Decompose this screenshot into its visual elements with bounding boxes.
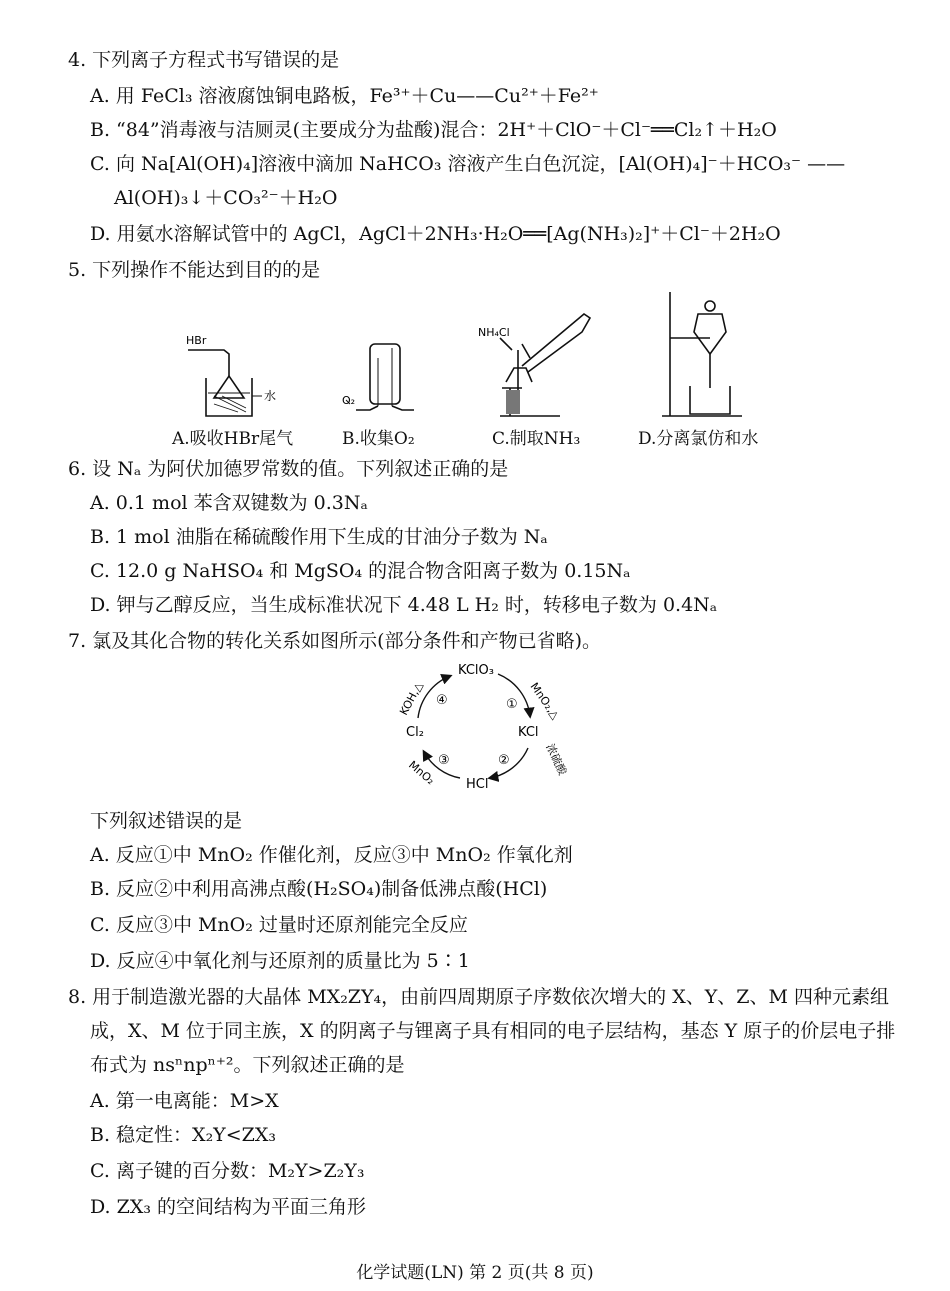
q7-substem: 下列叙述错误的是 — [90, 810, 243, 832]
node-kclo3: KClO₃ — [458, 663, 494, 678]
label-nh4cl: NH₄Cl — [478, 326, 510, 339]
label-o2: O₂ — [342, 394, 356, 407]
apparatus-a-beaker — [188, 350, 262, 416]
step-3: ③ — [438, 753, 450, 768]
q4-option-b: B. “84”消毒液与洁厕灵(主要成分为盐酸)混合：2H⁺＋ClO⁻＋Cl⁻══Cl₂↑＋H₂O — [90, 119, 777, 141]
q5-stem: 5. 下列操作不能达到目的的是 — [68, 259, 321, 281]
q7-option-c: C. 反应③中 MnO₂ 过量时还原剂能完全反应 — [90, 914, 468, 936]
cond-1: MnO₂,△ — [527, 680, 562, 722]
apparatus-c-tube — [500, 314, 590, 416]
node-hcl: HCl — [466, 777, 489, 792]
q6-option-d: D. 钾与乙醇反应，当生成标准状况下 4.48 L H₂ 时，转移电子数为 0.4Nₐ — [90, 594, 718, 616]
q6-option-b: B. 1 mol 油脂在稀硫酸作用下生成的甘油分子数为 Nₐ — [90, 526, 548, 548]
q7-stem: 7. 氯及其化合物的转化关系如图所示(部分条件和产物已省略)。 — [68, 630, 601, 652]
page-footer: 化学试题(LN) 第 2 页(共 8 页) — [356, 1263, 594, 1283]
node-kcl: KCl — [518, 725, 539, 740]
q7-cycle-diagram — [380, 656, 580, 796]
q5-caption-b: B.收集O₂ — [342, 429, 415, 449]
q4-option-c-line1: C. 向 Na[Al(OH)₄]溶液中滴加 NaHCO₃ 溶液产生白色沉淀，[Al(OH)₄]⁻＋HCO₃⁻ —— — [90, 153, 846, 175]
q4-option-d: D. 用氨水溶解试管中的 AgCl，AgCl＋2NH₃·H₂O══[Ag(NH₃)₂]⁺＋Cl⁻＋2H₂O — [90, 223, 781, 245]
q5-apparatus-figure — [170, 288, 800, 420]
q8-option-b: B. 稳定性：X₂Y<ZX₃ — [90, 1124, 276, 1146]
q6-stem: 6. 设 Nₐ 为阿伏加德罗常数的值。下列叙述正确的是 — [68, 458, 509, 480]
cond-3: MnO₂ — [406, 758, 438, 788]
q5-caption-a: A.吸收HBr尾气 — [172, 429, 294, 449]
q6-option-c: C. 12.0 g NaHSO₄ 和 MgSO₄ 的混合物含阳离子数为 0.15Nₐ — [90, 560, 631, 582]
node-cl2: Cl₂ — [406, 725, 424, 740]
q8-stem-line1: 8. 用于制造激光器的大晶体 MX₂ZY₄，由前四周期原子序数依次增大的 X、Y、Z、M 四种元素组 — [68, 986, 889, 1008]
step-2: ② — [498, 753, 510, 768]
apparatus-b-bottle — [346, 344, 414, 410]
q5-caption-d: D.分离氯仿和水 — [638, 429, 759, 449]
q4-option-a: A. 用 FeCl₃ 溶液腐蚀铜电路板，Fe³⁺＋Cu——Cu²⁺＋Fe²⁺ — [90, 85, 599, 107]
step-1: ① — [506, 697, 518, 712]
apparatus-d-funnel — [662, 292, 742, 416]
label-hbr: HBr — [186, 334, 207, 347]
q7-option-b: B. 反应②中利用高沸点酸(H₂SO₄)制备低沸点酸(HCl) — [90, 878, 548, 900]
q8-option-d: D. ZX₃ 的空间结构为平面三角形 — [90, 1196, 367, 1218]
q6-option-a: A. 0.1 mol 苯含双键数为 0.3Nₐ — [90, 492, 368, 514]
label-water: 水 — [264, 389, 277, 403]
q8-option-a: A. 第一电离能：M>X — [90, 1090, 279, 1112]
q8-stem-line3: 布式为 nsⁿnpⁿ⁺²。下列叙述正确的是 — [90, 1054, 405, 1076]
cond-2: 浓硫酸 — [543, 741, 570, 778]
q7-option-a: A. 反应①中 MnO₂ 作催化剂，反应③中 MnO₂ 作氧化剂 — [90, 844, 573, 866]
q8-option-c: C. 离子键的百分数：M₂Y>Z₂Y₃ — [90, 1160, 365, 1182]
step-4: ④ — [436, 693, 448, 708]
q5-caption-c: C.制取NH₃ — [492, 429, 581, 449]
q4-option-c-line2: Al(OH)₃↓＋CO₃²⁻＋H₂O — [114, 187, 338, 209]
q4-stem: 4. 下列离子方程式书写错误的是 — [68, 49, 340, 71]
q8-stem-line2: 成，X、M 位于同主族，X 的阴离子与锂离子具有相同的电子层结构，基态 Y 原子的价层电子排 — [90, 1020, 896, 1042]
q7-option-d: D. 反应④中氧化剂与还原剂的质量比为 5∶1 — [90, 950, 470, 972]
cond-4: KOH,△ — [397, 679, 426, 718]
